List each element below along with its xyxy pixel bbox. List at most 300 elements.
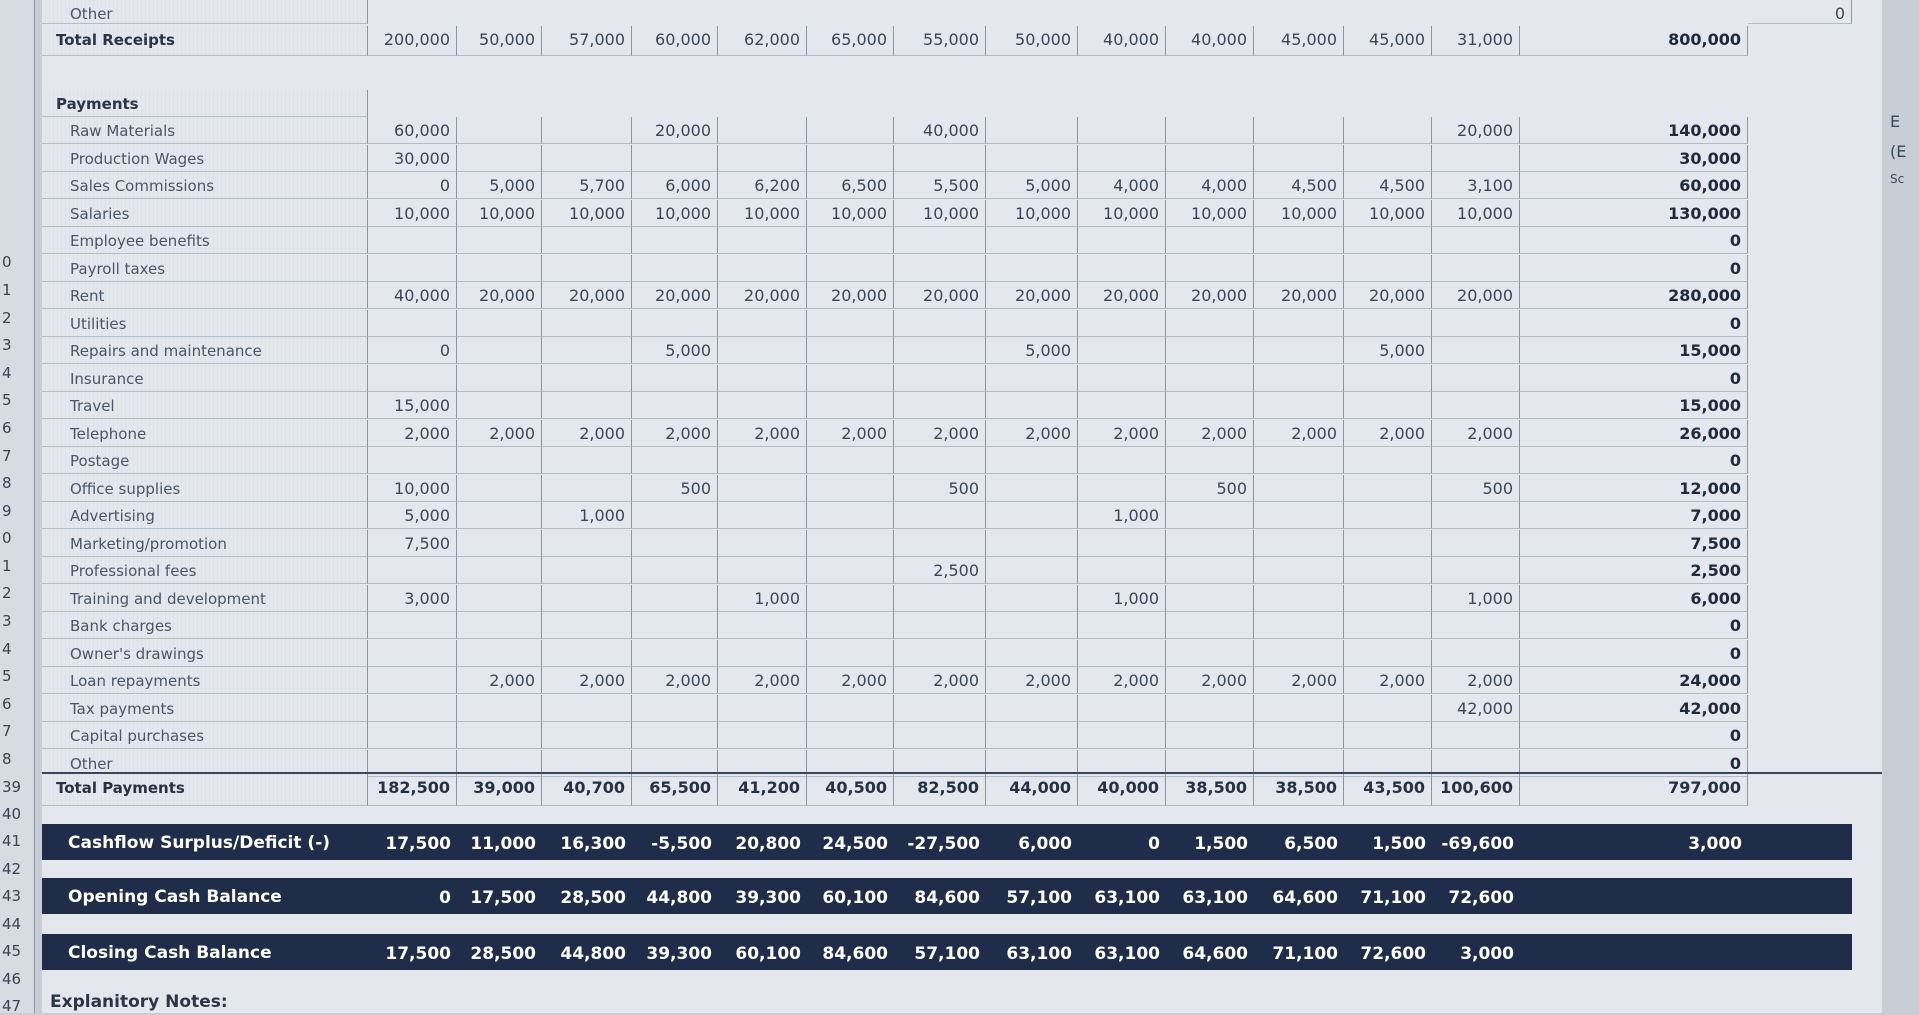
cell[interactable] (1254, 585, 1344, 612)
row-label[interactable]: Closing Cash Balance (68, 943, 272, 963)
cell[interactable]: 1,500 (1194, 834, 1248, 854)
cell[interactable]: 42,000 (1520, 695, 1748, 722)
cell[interactable]: 2,000 (368, 420, 457, 447)
cell[interactable]: 4,500 (1344, 172, 1432, 199)
cell[interactable] (542, 255, 632, 282)
cell[interactable]: 31,000 (1432, 26, 1520, 56)
row-number[interactable]: 4 (2, 364, 12, 382)
cell[interactable] (1166, 227, 1254, 254)
cell[interactable]: 2,000 (718, 667, 807, 694)
cell[interactable]: 2,000 (986, 420, 1078, 447)
row-label[interactable]: Production Wages (42, 145, 368, 172)
cell[interactable] (1078, 475, 1166, 502)
cell[interactable] (1432, 365, 1520, 392)
row-number[interactable]: 45 (2, 942, 22, 960)
row-number[interactable]: 6 (2, 695, 12, 713)
cell[interactable]: 15,000 (368, 392, 457, 419)
cell[interactable]: 0 (1520, 750, 1748, 777)
cell[interactable] (986, 365, 1078, 392)
cell[interactable] (807, 447, 894, 474)
row-label[interactable]: Opening Cash Balance (68, 887, 282, 907)
cell[interactable]: 28,500 (560, 888, 626, 908)
cell[interactable] (632, 255, 718, 282)
cell[interactable] (1344, 117, 1432, 144)
cell[interactable] (718, 227, 807, 254)
cell[interactable] (1254, 255, 1344, 282)
cell[interactable] (1344, 365, 1432, 392)
cell[interactable]: 10,000 (542, 200, 632, 227)
cell[interactable]: 2,000 (986, 667, 1078, 694)
cell[interactable] (1078, 640, 1166, 667)
cell[interactable]: 63,100 (1006, 944, 1072, 964)
cell[interactable]: 200,000 (368, 26, 457, 56)
cell[interactable]: 20,000 (807, 282, 894, 309)
row-label[interactable]: Other (42, 0, 368, 24)
cell[interactable]: 2,000 (1078, 420, 1166, 447)
cell[interactable] (807, 502, 894, 529)
cell[interactable] (1166, 365, 1254, 392)
cell[interactable]: 17,500 (470, 888, 536, 908)
cell[interactable]: 4,000 (1078, 172, 1166, 199)
cell[interactable] (807, 530, 894, 557)
cell[interactable] (894, 585, 986, 612)
cell[interactable]: 72,600 (1360, 944, 1426, 964)
cell[interactable] (1344, 695, 1432, 722)
cell[interactable] (1344, 612, 1432, 639)
cell[interactable]: -69,600 (1441, 834, 1514, 854)
cell[interactable]: 5,000 (632, 337, 718, 364)
cell[interactable] (1254, 640, 1344, 667)
cell[interactable] (718, 640, 807, 667)
cell[interactable]: 10,000 (894, 200, 986, 227)
cell[interactable]: 182,500 (368, 774, 457, 806)
cell[interactable]: 17,500 (385, 944, 451, 964)
cell[interactable] (632, 585, 718, 612)
cell[interactable] (1078, 255, 1166, 282)
cell[interactable] (1166, 557, 1254, 584)
row-label[interactable]: Employee benefits (42, 227, 368, 254)
cell[interactable] (894, 502, 986, 529)
cell[interactable] (457, 145, 542, 172)
cell[interactable]: 2,000 (632, 420, 718, 447)
cell[interactable]: 500 (1166, 475, 1254, 502)
cell[interactable]: 10,000 (986, 200, 1078, 227)
cell[interactable] (632, 530, 718, 557)
cell[interactable]: 5,000 (986, 337, 1078, 364)
cell[interactable]: 280,000 (1520, 282, 1748, 309)
cell[interactable] (632, 227, 718, 254)
cell[interactable] (1432, 722, 1520, 749)
cell[interactable] (718, 612, 807, 639)
cell[interactable]: 17,500 (385, 834, 451, 854)
cell[interactable]: 1,000 (718, 585, 807, 612)
cell[interactable] (1254, 722, 1344, 749)
cell[interactable]: 20,000 (457, 282, 542, 309)
cell[interactable] (807, 310, 894, 337)
cell[interactable] (1344, 310, 1432, 337)
cell[interactable]: 39,000 (457, 774, 542, 806)
row-number[interactable]: 7 (2, 722, 12, 740)
cell[interactable]: 60,100 (822, 888, 888, 908)
row-label[interactable]: Repairs and maintenance (42, 337, 368, 364)
cell[interactable] (632, 365, 718, 392)
cell[interactable]: 20,000 (1432, 117, 1520, 144)
cell[interactable] (368, 612, 457, 639)
cell[interactable] (894, 255, 986, 282)
row-number[interactable]: 46 (2, 970, 22, 988)
cell[interactable] (457, 365, 542, 392)
cell[interactable]: 1,000 (1432, 585, 1520, 612)
cell[interactable] (632, 310, 718, 337)
cell[interactable] (1254, 475, 1344, 502)
cell[interactable]: 5,000 (368, 502, 457, 529)
cell[interactable]: 43,500 (1344, 774, 1432, 806)
row-label[interactable]: Raw Materials (42, 117, 368, 144)
row-label[interactable]: Office supplies (42, 475, 368, 502)
cell[interactable]: 28,500 (470, 944, 536, 964)
cell[interactable]: 130,000 (1520, 200, 1748, 227)
cell[interactable] (1432, 145, 1520, 172)
row-number[interactable]: 1 (2, 281, 12, 299)
cell[interactable]: 10,000 (1254, 200, 1344, 227)
cell[interactable] (1432, 447, 1520, 474)
cell[interactable]: 0 (1520, 722, 1748, 749)
cell[interactable] (986, 612, 1078, 639)
cell[interactable] (632, 640, 718, 667)
cell[interactable] (542, 530, 632, 557)
cell[interactable]: 40,000 (1166, 26, 1254, 56)
cell[interactable] (807, 612, 894, 639)
row-number[interactable]: 2 (2, 309, 12, 327)
cell[interactable]: 40,000 (1078, 26, 1166, 56)
cell[interactable] (542, 447, 632, 474)
cell[interactable] (632, 695, 718, 722)
cell[interactable]: 2,000 (1166, 667, 1254, 694)
cell[interactable] (986, 117, 1078, 144)
row-number[interactable]: 4 (2, 640, 12, 658)
row-label[interactable]: Salaries (42, 200, 368, 227)
cell[interactable]: 71,100 (1360, 888, 1426, 908)
row-number[interactable]: 43 (2, 887, 22, 905)
cell[interactable] (542, 640, 632, 667)
cell[interactable] (1254, 337, 1344, 364)
cell[interactable]: 2,000 (807, 420, 894, 447)
cell[interactable]: 41,200 (718, 774, 807, 806)
cell[interactable]: 84,600 (914, 888, 980, 908)
row-number[interactable]: 8 (2, 750, 12, 768)
cell[interactable] (1344, 640, 1432, 667)
cell[interactable] (1520, 934, 1748, 970)
cell[interactable] (1344, 145, 1432, 172)
cell[interactable] (718, 255, 807, 282)
cell[interactable] (894, 310, 986, 337)
cell[interactable]: 0 (368, 337, 457, 364)
cell[interactable] (1432, 612, 1520, 639)
cell[interactable] (542, 392, 632, 419)
cell[interactable] (718, 310, 807, 337)
cell[interactable]: 82,500 (894, 774, 986, 806)
cell[interactable] (807, 145, 894, 172)
cell[interactable] (632, 392, 718, 419)
cell[interactable] (1166, 447, 1254, 474)
cell[interactable] (986, 310, 1078, 337)
row-number[interactable]: 3 (2, 336, 12, 354)
cell[interactable]: 3,000 (1460, 944, 1514, 964)
cell[interactable] (1254, 612, 1344, 639)
row-number[interactable]: 0 (2, 529, 12, 547)
cell[interactable] (457, 475, 542, 502)
row-label[interactable]: Training and development (42, 585, 368, 612)
cell[interactable] (368, 227, 457, 254)
cell[interactable]: 63,100 (1094, 888, 1160, 908)
cell[interactable]: 39,300 (735, 888, 801, 908)
cell[interactable]: 10,000 (457, 200, 542, 227)
cell[interactable]: 65,000 (807, 26, 894, 56)
cell[interactable]: 16,300 (560, 834, 626, 854)
cell[interactable]: 60,000 (368, 117, 457, 144)
cell[interactable]: 2,000 (718, 420, 807, 447)
cell[interactable] (986, 447, 1078, 474)
row-number[interactable]: 5 (2, 391, 12, 409)
cell[interactable]: 40,700 (542, 774, 632, 806)
cell[interactable]: 20,000 (1254, 282, 1344, 309)
cell[interactable] (368, 667, 457, 694)
cell[interactable]: 0 (1520, 640, 1748, 667)
cell[interactable] (1166, 722, 1254, 749)
cell[interactable]: 4,500 (1254, 172, 1344, 199)
cell[interactable]: 40,500 (807, 774, 894, 806)
cell[interactable]: 20,000 (894, 282, 986, 309)
cell[interactable] (718, 502, 807, 529)
cell[interactable] (894, 337, 986, 364)
cell[interactable] (1344, 475, 1432, 502)
cell[interactable] (1254, 365, 1344, 392)
cell[interactable] (1166, 612, 1254, 639)
cell[interactable] (1254, 310, 1344, 337)
cell[interactable]: 6,000 (1520, 585, 1748, 612)
cell[interactable]: 500 (632, 475, 718, 502)
cell[interactable]: 15,000 (1520, 392, 1748, 419)
cell[interactable] (807, 695, 894, 722)
cell[interactable] (542, 310, 632, 337)
cell[interactable] (1254, 117, 1344, 144)
cell[interactable] (457, 310, 542, 337)
row-label[interactable]: Advertising (42, 502, 368, 529)
row-label[interactable]: Travel (42, 392, 368, 419)
cell[interactable] (1078, 310, 1166, 337)
cell[interactable] (986, 227, 1078, 254)
cell[interactable] (457, 447, 542, 474)
cell[interactable] (807, 255, 894, 282)
cell[interactable]: 2,000 (542, 420, 632, 447)
cell[interactable] (1254, 530, 1344, 557)
cell[interactable] (1078, 365, 1166, 392)
cell[interactable] (1078, 530, 1166, 557)
cell[interactable]: 20,000 (632, 117, 718, 144)
cell[interactable] (1078, 117, 1166, 144)
cell[interactable] (807, 557, 894, 584)
cell[interactable] (1520, 878, 1748, 914)
cell[interactable]: 44,000 (986, 774, 1078, 806)
cell[interactable] (457, 255, 542, 282)
cell[interactable] (457, 392, 542, 419)
cell[interactable]: 0 (1520, 255, 1748, 282)
cell[interactable]: 6,000 (632, 172, 718, 199)
cell[interactable]: 62,000 (718, 26, 807, 56)
cell[interactable] (542, 557, 632, 584)
cell[interactable]: 1,000 (1078, 585, 1166, 612)
cell[interactable]: 0 (1520, 612, 1748, 639)
cell[interactable]: 26,000 (1520, 420, 1748, 447)
cell[interactable]: 20,800 (735, 834, 801, 854)
cell[interactable] (718, 447, 807, 474)
cell[interactable] (632, 612, 718, 639)
cell[interactable] (1078, 612, 1166, 639)
cell[interactable]: 500 (894, 475, 986, 502)
cell[interactable] (1432, 392, 1520, 419)
cell[interactable] (986, 695, 1078, 722)
cell[interactable] (1078, 337, 1166, 364)
cell[interactable] (457, 612, 542, 639)
cell[interactable]: 10,000 (718, 200, 807, 227)
cell[interactable] (542, 227, 632, 254)
cell[interactable]: 2,000 (457, 667, 542, 694)
cell[interactable]: 140,000 (1520, 117, 1748, 144)
cell[interactable] (807, 722, 894, 749)
cell[interactable]: 1,000 (542, 502, 632, 529)
cell[interactable] (542, 585, 632, 612)
cell[interactable] (1344, 227, 1432, 254)
row-number[interactable]: 42 (2, 860, 22, 878)
cell[interactable] (1254, 695, 1344, 722)
cell[interactable] (986, 502, 1078, 529)
spreadsheet-grid[interactable] (42, 0, 1882, 1013)
row-label[interactable]: Cashflow Surplus/Deficit (-) (68, 833, 331, 853)
cell[interactable]: 39,300 (646, 944, 712, 964)
cell[interactable] (1344, 557, 1432, 584)
cell[interactable]: 24,000 (1520, 667, 1748, 694)
row-number[interactable]: 44 (2, 915, 22, 933)
row-number[interactable]: 40 (2, 805, 22, 823)
cell[interactable]: 12,000 (1520, 475, 1748, 502)
cell[interactable]: 2,000 (1344, 420, 1432, 447)
cell[interactable] (1254, 557, 1344, 584)
row-label[interactable]: Total Receipts (42, 26, 368, 56)
row-number[interactable]: 7 (2, 447, 12, 465)
cell[interactable] (632, 502, 718, 529)
cell[interactable] (894, 612, 986, 639)
cell[interactable] (542, 722, 632, 749)
cell[interactable] (542, 612, 632, 639)
cell[interactable]: 5,500 (894, 172, 986, 199)
row-label[interactable]: Utilities (42, 310, 368, 337)
row-number[interactable]: 5 (2, 667, 12, 685)
cell[interactable]: 0 (1520, 227, 1748, 254)
cell[interactable]: 800,000 (1520, 26, 1748, 56)
cell[interactable]: 60,100 (735, 944, 801, 964)
cell[interactable] (986, 585, 1078, 612)
cell[interactable]: 10,000 (1432, 200, 1520, 227)
cell[interactable]: 6,200 (718, 172, 807, 199)
cell[interactable] (542, 337, 632, 364)
row-number[interactable]: 1 (2, 557, 12, 575)
cell[interactable]: 5,000 (1344, 337, 1432, 364)
cell[interactable]: 0 (1520, 310, 1748, 337)
cell[interactable] (1254, 447, 1344, 474)
cell[interactable]: 5,000 (986, 172, 1078, 199)
cell[interactable]: 0 (1148, 834, 1160, 854)
cell[interactable] (1254, 227, 1344, 254)
row-label[interactable]: Other (42, 750, 368, 777)
cell[interactable] (894, 392, 986, 419)
cell[interactable] (368, 695, 457, 722)
cell[interactable] (1078, 447, 1166, 474)
cell[interactable] (718, 530, 807, 557)
cell[interactable] (1078, 557, 1166, 584)
row-label[interactable]: Insurance (42, 365, 368, 392)
cell[interactable]: 65,500 (632, 774, 718, 806)
cell[interactable]: 2,000 (632, 667, 718, 694)
row-number[interactable]: 2 (2, 584, 12, 602)
cell[interactable] (368, 557, 457, 584)
row-label[interactable]: Postage (42, 447, 368, 474)
cell[interactable]: 5,000 (457, 172, 542, 199)
cell[interactable]: 10,000 (1166, 200, 1254, 227)
cell[interactable]: 2,000 (1254, 420, 1344, 447)
cell[interactable] (894, 145, 986, 172)
cell[interactable] (894, 640, 986, 667)
cell[interactable]: 20,000 (986, 282, 1078, 309)
cell[interactable]: 20,000 (718, 282, 807, 309)
cell[interactable] (807, 585, 894, 612)
cell[interactable]: 10,000 (1078, 200, 1166, 227)
row-label[interactable]: Professional fees (42, 557, 368, 584)
cell[interactable] (1078, 227, 1166, 254)
cell[interactable]: 40,000 (894, 117, 986, 144)
cell[interactable]: 10,000 (368, 200, 457, 227)
row-number[interactable]: 3 (2, 612, 12, 630)
cell[interactable] (1166, 145, 1254, 172)
cell[interactable]: 2,000 (1078, 667, 1166, 694)
cell[interactable] (457, 337, 542, 364)
cell[interactable]: 20,000 (1432, 282, 1520, 309)
row-label[interactable]: Total Payments (42, 774, 368, 806)
cell[interactable] (718, 695, 807, 722)
cell[interactable]: 7,500 (1520, 530, 1748, 557)
cell[interactable] (1432, 502, 1520, 529)
cell[interactable] (1344, 392, 1432, 419)
cell[interactable]: 84,600 (822, 944, 888, 964)
cell[interactable]: 6,500 (807, 172, 894, 199)
cell[interactable] (542, 117, 632, 144)
cell[interactable]: 1,000 (1078, 502, 1166, 529)
cell[interactable] (368, 722, 457, 749)
cell[interactable] (1254, 502, 1344, 529)
cell[interactable] (986, 722, 1078, 749)
cell[interactable]: 100,600 (1432, 774, 1520, 806)
cell[interactable] (894, 722, 986, 749)
cell[interactable]: 57,100 (1006, 888, 1072, 908)
cell[interactable] (632, 447, 718, 474)
row-label[interactable]: Owner's drawings (42, 640, 368, 667)
cell[interactable]: 64,600 (1182, 944, 1248, 964)
cell[interactable]: -5,500 (651, 834, 712, 854)
cell[interactable] (894, 227, 986, 254)
cell[interactable]: -27,500 (907, 834, 980, 854)
cell[interactable]: 2,000 (894, 667, 986, 694)
cell[interactable]: 500 (1432, 475, 1520, 502)
cell[interactable] (986, 255, 1078, 282)
